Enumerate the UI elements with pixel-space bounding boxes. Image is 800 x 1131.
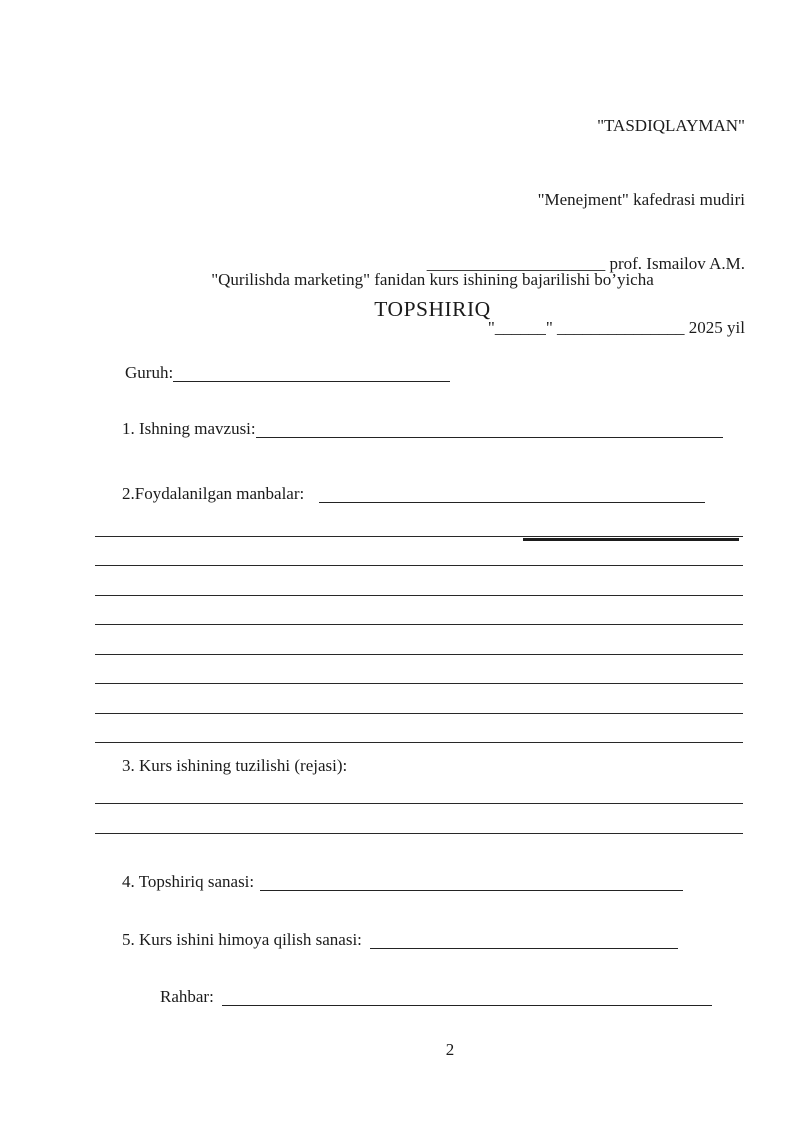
group-blank-line xyxy=(173,369,450,382)
ruled-line xyxy=(95,565,743,566)
approval-position-text: "Menejment" kafedrasi mudiri xyxy=(537,190,745,209)
ruled-line xyxy=(95,803,743,804)
overlapping-line-artifact xyxy=(523,538,739,541)
ruled-line xyxy=(95,833,743,834)
title-block xyxy=(100,270,765,321)
defense-date-label: 5. Kurs ishini himoya qilish sanasi: xyxy=(122,930,362,949)
supervisor-label: Rahbar: xyxy=(160,987,214,1006)
group-label: Guruh: xyxy=(125,363,174,382)
supervisor-row xyxy=(160,987,712,1007)
ruled-line xyxy=(95,595,743,596)
sources-label: 2.Foydalanilgan manbalar: xyxy=(122,484,305,503)
assignment-date-label: 4. Topshiriq sanasi: xyxy=(122,872,255,891)
document-subtitle: "Qurilishda marketing" fanidan kurs ishining bajarilishi bo’yicha xyxy=(211,270,654,289)
ruled-line xyxy=(95,536,743,537)
sources-row xyxy=(122,484,705,504)
ruled-line xyxy=(95,742,743,743)
page-number: 2 xyxy=(445,1040,455,1059)
ruled-line xyxy=(95,654,743,655)
approval-signature-line: _____________________ prof. Ismailov A.M. xyxy=(426,254,745,273)
group-row xyxy=(125,363,450,383)
defense-date-row xyxy=(122,930,678,950)
defense-date-blank-line xyxy=(370,936,678,949)
structure-row xyxy=(122,756,347,776)
topic-blank-line xyxy=(256,425,723,438)
approval-stamp-text: "TASDIQLAYMAN" xyxy=(597,116,745,135)
topic-label: 1. Ishning mavzusi: xyxy=(122,419,256,438)
document-title: TOPSHIRIQ xyxy=(374,297,491,321)
sources-blank-line xyxy=(319,490,705,503)
ruled-line xyxy=(95,683,743,684)
ruled-line xyxy=(95,713,743,714)
topic-row xyxy=(122,419,723,439)
approval-date-line: "______" _______________ 2025 yil xyxy=(487,318,745,337)
structure-label: 3. Kurs ishining tuzilishi (rejasi): xyxy=(122,756,348,775)
supervisor-blank-line xyxy=(222,993,712,1006)
assignment-date-blank-line xyxy=(260,878,683,891)
assignment-date-row xyxy=(122,872,683,892)
approval-block xyxy=(0,76,745,380)
ruled-line xyxy=(95,624,743,625)
